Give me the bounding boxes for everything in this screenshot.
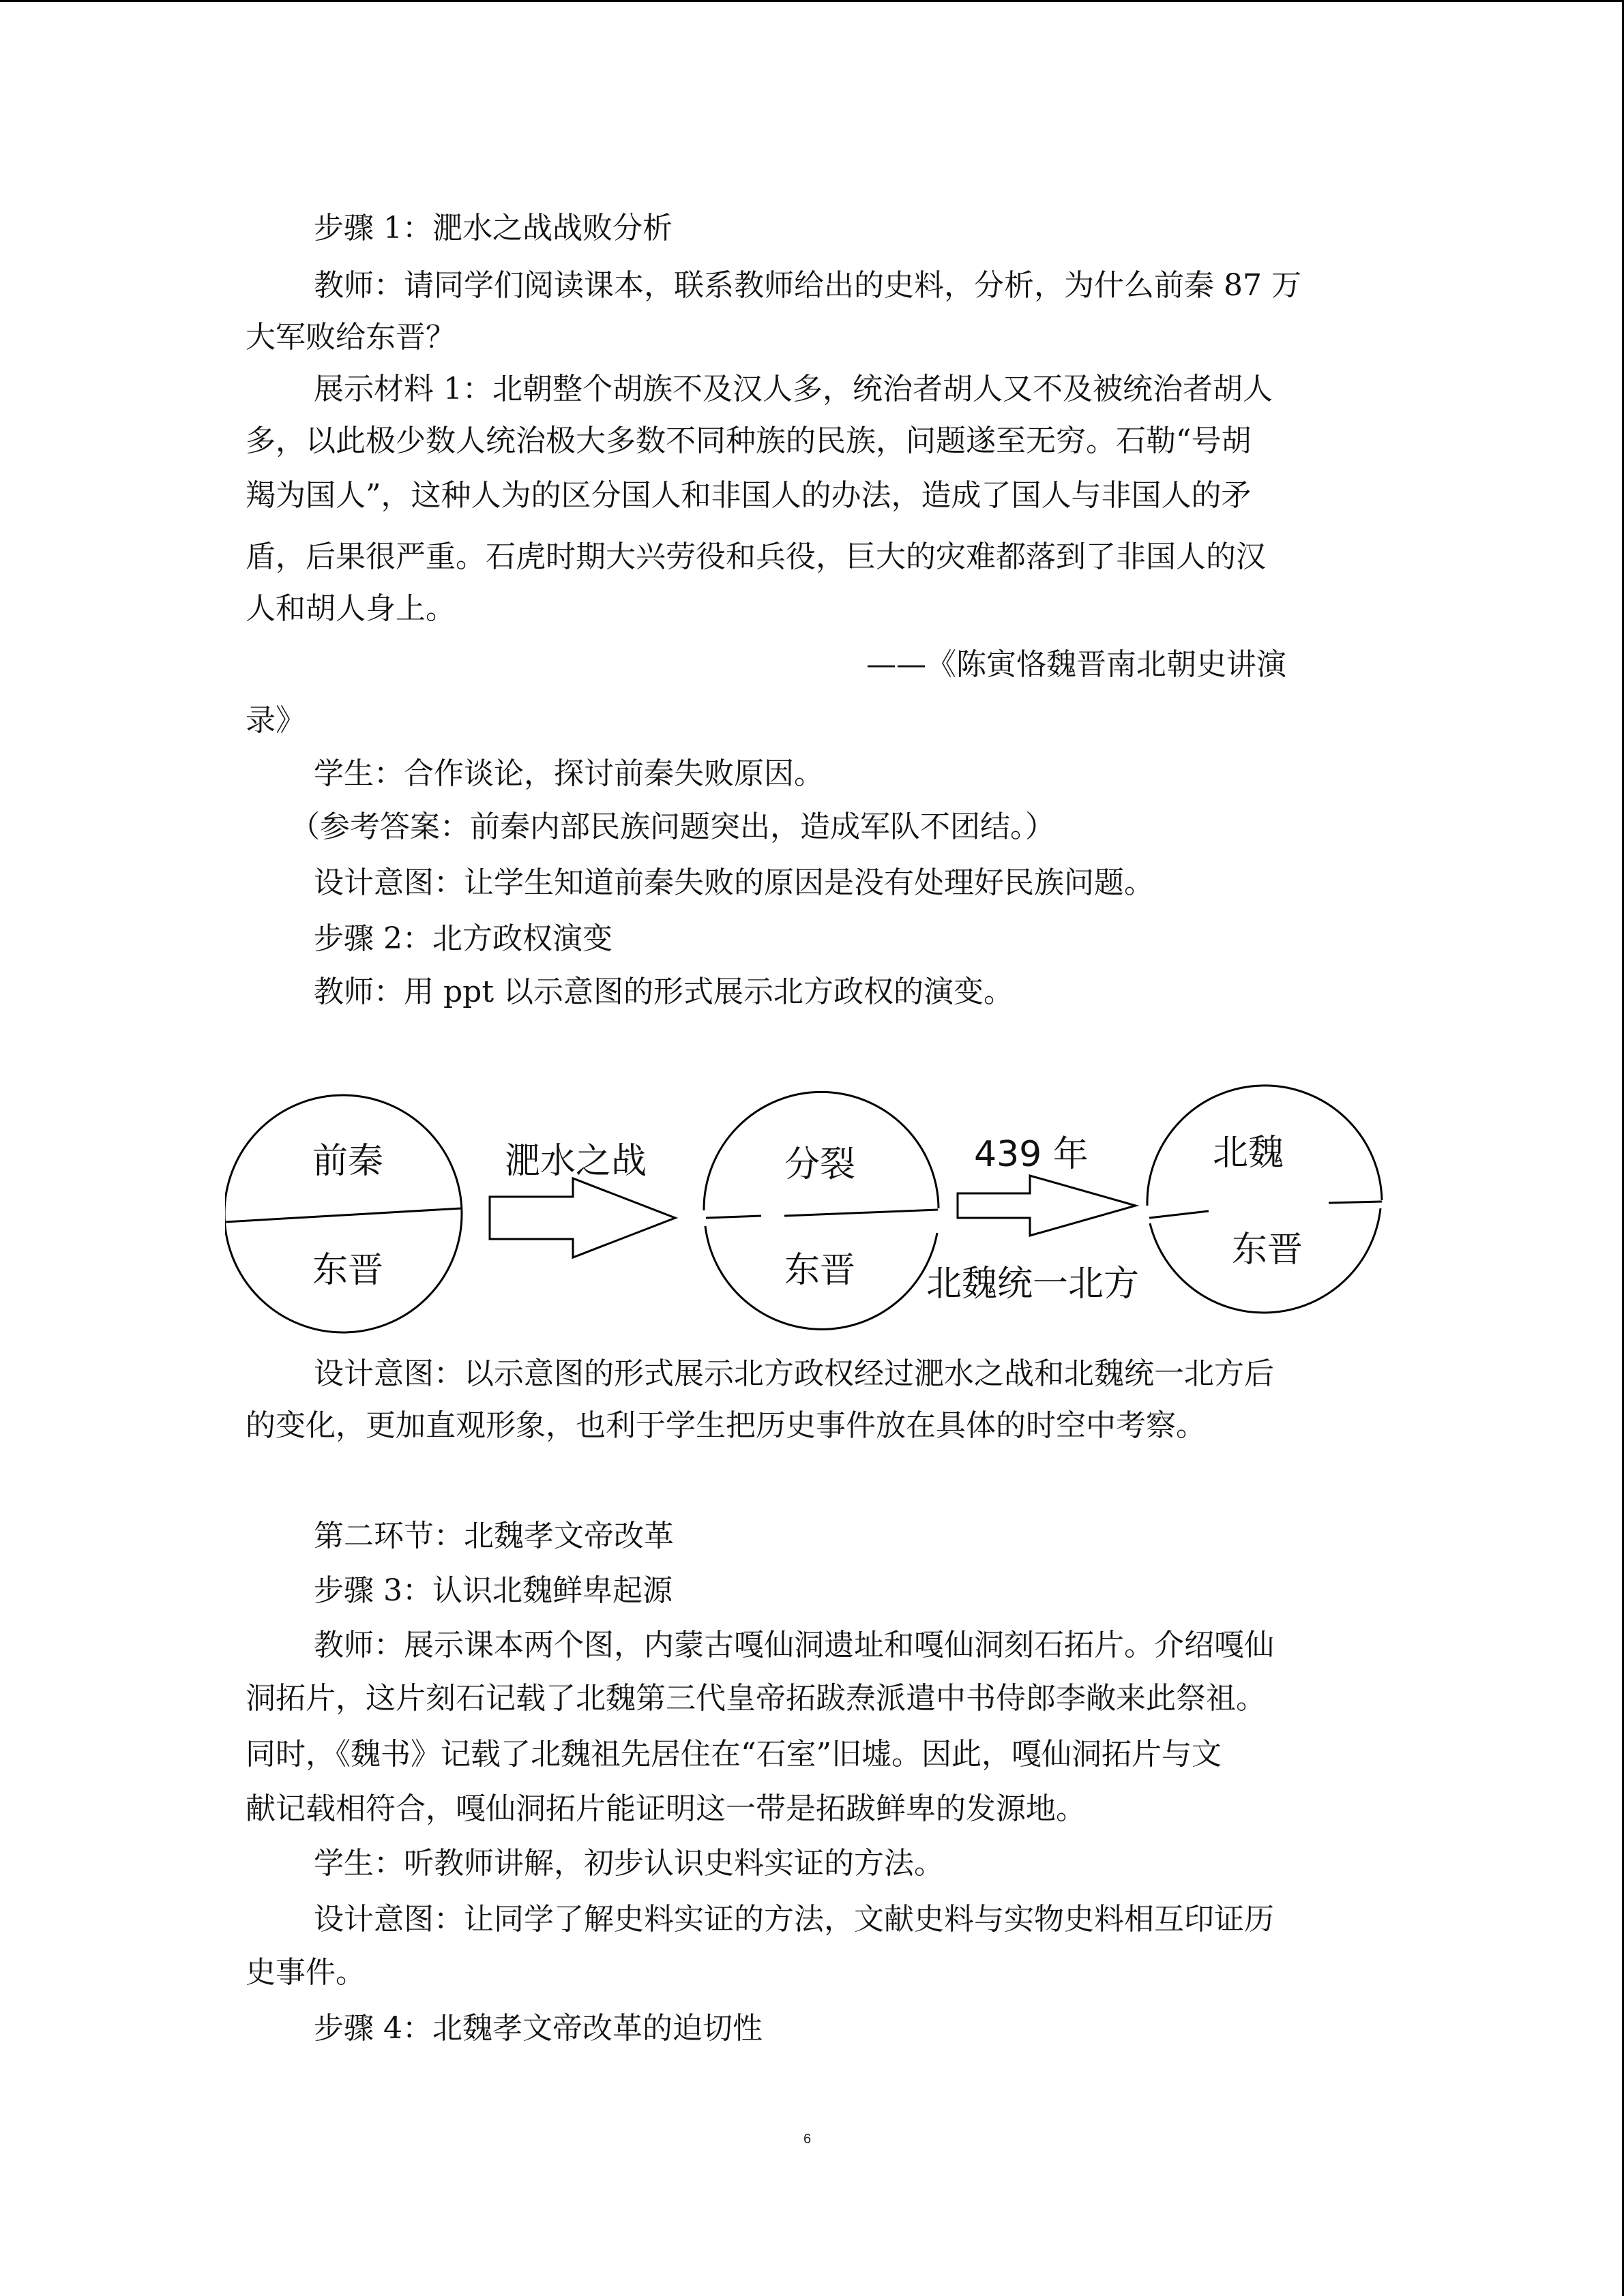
paragraph-line: 人和胡人身上。 [246, 591, 456, 626]
circle-beiwei-group [1147, 1086, 1382, 1313]
paragraph-line: 羯为国人”，这种人为的区分国人和非国人的办法，造成了国人与非国人的矛 [246, 478, 1252, 513]
paragraph-line: 的变化，更加直观形象，也利于学生把历史事件放在具体的时空中考察。 [246, 1408, 1206, 1443]
paragraph-line: 设计意图：让同学了解史料实证的方法，文献史料与实物史料相互印证历 [314, 1902, 1274, 1937]
paragraph-line: 展示材料 1：北朝整个胡族不及汉人多，统治者胡人又不及被统治者胡人 [314, 372, 1273, 406]
paragraph-line: 大军败给东晋？ [246, 320, 456, 355]
paragraph-line: 设计意图：以示意图的形式展示北方政权经过淝水之战和北魏统一北方后 [314, 1356, 1274, 1391]
paragraph-line: 教师：展示课本两个图，内蒙古嘎仙洞遗址和嘎仙洞刻石拓片。介绍嘎仙 [314, 1628, 1274, 1663]
arrow2-label: 439 年 [974, 1134, 1089, 1175]
paragraph-line: 学生：合作谈论，探讨前秦失败原因。 [314, 756, 824, 791]
paragraph-line: 史事件。 [246, 1955, 366, 1990]
page-number: 6 [803, 2132, 812, 2147]
c2-top-label: 分裂 [784, 1144, 856, 1185]
paragraph-line: 学生：听教师讲解，初步认识史料实证的方法。 [314, 1846, 944, 1881]
paragraph-line: 多，以此极少数人统治极大多数不同种族的民族，问题遂至无穷。石勒“号胡 [246, 423, 1252, 458]
division-line [784, 1210, 938, 1216]
paragraph-line: 献记载相符合，嘎仙洞拓片能证明这一带是拓跋鲜卑的发源地。 [246, 1791, 1086, 1826]
c1-bottom-label: 东晋 [312, 1250, 384, 1291]
step2-heading: 步骤 2：北方政权演变 [314, 921, 612, 956]
paragraph-line: 教师：用 ppt 以示意图的形式展示北方政权的演变。 [314, 974, 1014, 1009]
circle-qianqin-group [225, 1095, 462, 1332]
section-heading: 第二环节：北魏孝文帝改革 [314, 1519, 674, 1553]
paragraph-line: 设计意图：让学生知道前秦失败的原因是没有处理好民族问题。 [314, 865, 1154, 900]
paragraph-line: （参考答案：前秦内部民族问题突出，造成军队不团结。） [290, 809, 1055, 844]
arrow1-label: 淝水之战 [505, 1141, 647, 1182]
paragraph-line: 洞拓片，这片刻石记载了北魏第三代皇帝拓跋焘派遣中书侍郎李敞来此祭祖。 [246, 1681, 1266, 1716]
step3-heading: 步骤 3：认识北魏鲜卑起源 [314, 1573, 673, 1608]
division-line [706, 1216, 761, 1218]
circle-split-group [704, 1092, 939, 1329]
c3-top-label: 北魏 [1213, 1133, 1284, 1174]
regime-circle [225, 1095, 462, 1332]
division-line [225, 1208, 461, 1222]
page-border-top [0, 0, 1624, 2]
arrow-right-icon [490, 1178, 675, 1257]
arrow-right-icon [958, 1176, 1136, 1236]
paragraph-line: 盾，后果很严重。石虎时期大兴劳役和兵役，巨大的灾难都落到了非国人的汉 [246, 539, 1266, 574]
step1-heading: 步骤 1：淝水之战战败分析 [314, 211, 673, 245]
paragraph-line: 教师：请同学们阅读课本，联系教师给出的史料，分析，为什么前秦 87 万 [314, 268, 1301, 303]
division-line [1329, 1202, 1382, 1203]
step4-heading: 步骤 4：北魏孝文帝改革的迫切性 [314, 2011, 763, 2046]
north-regime-diagram [225, 1057, 1412, 1350]
c2-bottom-label: 东晋 [784, 1250, 856, 1291]
source-citation: 录》 [246, 703, 306, 738]
c3-bottom-label: 东晋 [1232, 1229, 1303, 1270]
c1-top-label: 前秦 [312, 1141, 384, 1182]
division-line [1149, 1211, 1209, 1218]
paragraph-line: 同时，《魏书》记载了北魏祖先居住在“石室”旧墟。因此，嘎仙洞拓片与文 [246, 1737, 1222, 1772]
source-citation: ——《陈寅恪魏晋南北朝史讲演 [866, 647, 1286, 682]
arrow2-caption: 北魏统一北方 [926, 1264, 1140, 1304]
